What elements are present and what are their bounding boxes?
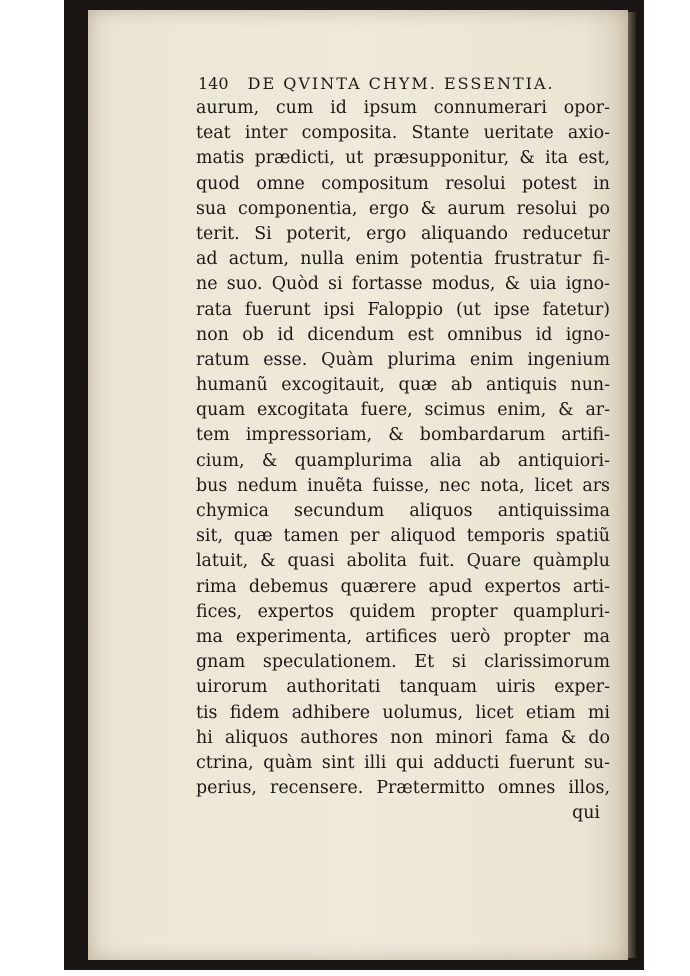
running-header (198, 74, 578, 93)
page-number: 140 (198, 74, 229, 93)
text-line: perius, recensere. Prætermitto omnes illos, (196, 778, 610, 799)
text-line: latuit, & quasi abolita fuit. Quare quàmplu (196, 551, 610, 572)
text-line: matis prædicti, ut præsupponitur, & ita est, (196, 148, 610, 169)
catchword: qui (572, 803, 600, 824)
text-line: tis fidem adhibere uolumus, licet etiam mi (196, 702, 610, 723)
text-line: hi aliquos authores non minori fama & do (196, 727, 610, 748)
text-line: humanũ excogitauit, quæ ab antiquis nun- (196, 375, 610, 396)
text-line: ma experimenta, artifices uerò propter ma (196, 626, 610, 647)
text-line: rata fuerunt ipsi Faloppio (ut ipse fatetur) (196, 299, 610, 320)
text-line: sua componentia, ergo & aurum resolui po (196, 198, 610, 219)
text-line: ctrina, quàm sint illi qui adducti fuerunt su- (196, 752, 610, 773)
text-line: ad actum, nulla enim potentia frustratur fi- (196, 249, 610, 270)
text-line: cium, & quamplurima alia ab antiquiori- (196, 450, 610, 471)
text-line: ne suo. Quòd si fortasse modus, & uia igno- (196, 274, 610, 295)
text-line: quam excogitata fuere, scimus enim, & ar- (196, 400, 610, 421)
running-title: DE QVINTA CHYM. ESSENTIA. (247, 74, 555, 93)
text-line: bus nedum inuẽta fuisse, nec nota, licet ars (196, 475, 610, 496)
text-line: gnam speculationem. Et si clarissimorum (196, 652, 610, 673)
text-line: fices, expertos quidem propter quampluri- (196, 601, 610, 622)
text-line: ratum esse. Quàm plurima enim ingenium (196, 349, 610, 370)
text-line: non ob id dicendum est omnibus id igno- (196, 324, 610, 345)
text-line: sit, quæ tamen per aliquod temporis spatiũ (196, 526, 610, 547)
text-line: quod omne compositum resolui potest in (196, 173, 610, 194)
text-line: tem impressoriam, & bombardarum artifi- (196, 425, 610, 446)
page-edge (628, 12, 636, 958)
text-line: rima debemus quærere apud expertos arti- (196, 576, 610, 597)
body-text (196, 96, 610, 826)
text-line: uirorum authoritati tanquam uiris exper- (196, 677, 610, 698)
text-line: chymica secundum aliquos antiquissima (196, 501, 610, 521)
text-line: terit. Si poterit, ergo aliquando reducetur (196, 223, 610, 244)
text-line: teat inter composita. Stante ueritate axio- (196, 123, 610, 144)
text-line: aurum, cum id ipsum connumerari opor- (196, 98, 610, 118)
